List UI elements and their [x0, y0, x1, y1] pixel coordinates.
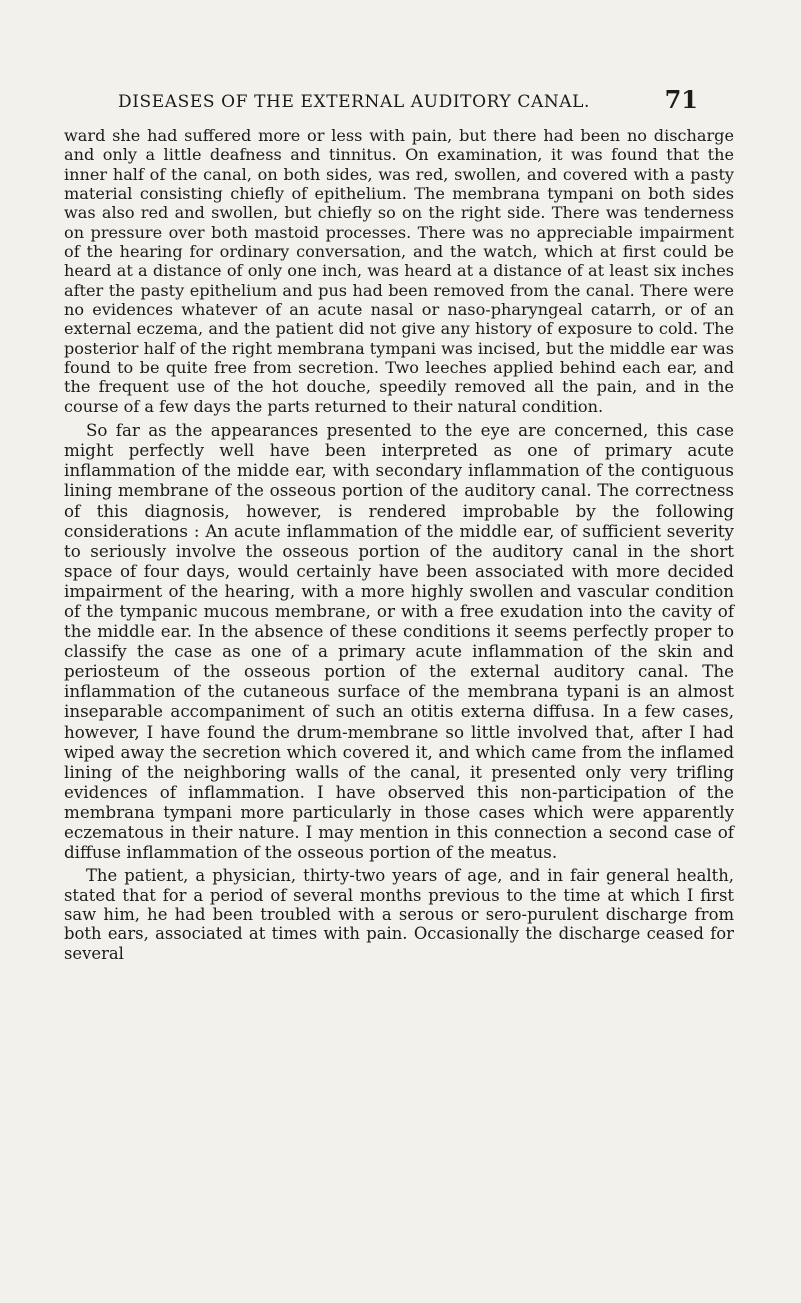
running-head: [118, 86, 698, 116]
paragraph: ward she had suffered more or less with pain, but there had been no discharge and only a little deafness and tinnitus. On examination, it was found that the inner half of the canal, on both sides, was red, swollen, and covered with a pasty material consisting chiefly of epithelium. The membrana tympani on both sides was also red and swollen, but chiefly so on the right side. There was tenderness on pressure over both mastoid processes. There was no appreciable impairment of the hearing for ordinary conversation, and the watch, which at first could be heard at a distance of only one inch, was heard at a distance of at least six inches after the pasty epithelium and pus had been removed from the canal. There were no evidences whatever of an acute nasal or naso-pharyngeal catarrh, or of an external eczema, and the patient did not give any history of exposure to cold. The posterior half of the right membrana tympani was incised, but the middle ear was found to be quite free from secretion. Two leeches applied behind each ear, and the frequent use of the hot douche, speedily removed all the pain, and in the course of a few days the parts returned to their natural condition.: [64, 126, 734, 416]
paragraph: So far as the appearances presented to the eye are concerned, this case might perfectly well have been interpreted as one of primary acute inflammation of the midde ear, with secondary inflammation of the contiguous lining membrane of the osseous portion of the auditory canal. The correctness of this diagnosis, however, is rendered improbable by the following considerations : An acute inflammation of the middle ear, of sufficient severity to seriously involve the osseous portion of the auditory canal in the short space of four days, would certainly have been associated with more decided impairment of the hearing, with a more highly swollen and vascular condition of the tympanic mucous membrane, or with a free exudation into the cavity of the middle ear. In the absence of these conditions it seems perfectly proper to classify the case as one of a primary acute inflammation of the skin and periosteum of the osseous portion of the external auditory canal. The inflammation of the cutaneous surface of the membrana typani is an almost inseparable accompaniment of such an otitis externa diffusa. In a few cases, however, I have found the drum-membrane so little involved that, after I had wiped away the secretion which covered it, and which came from the inflamed lining of the neighboring walls of the canal, it presented only very trifling evidences of inflammation. I have observed this non-participation of the membrana tympani more particularly in those cases which were apparently eczematous in their nature. I may mention in this connection a second case of diffuse inflammation of the osseous portion of the meatus.: [64, 420, 734, 863]
running-title: DISEASES OF THE EXTERNAL AUDITORY CANAL.: [118, 92, 591, 112]
body-text: [64, 126, 734, 963]
page-number: 71: [664, 85, 698, 114]
paragraph: The patient, a physician, thirty-two years of age, and in fair general health, stated that for a period of several months previous to the time at which I first saw him, he had been troubled with a serous or sero-purulent discharge from both ears, associated at times with pain. Occasionally the discharge ceased for several: [64, 866, 734, 963]
